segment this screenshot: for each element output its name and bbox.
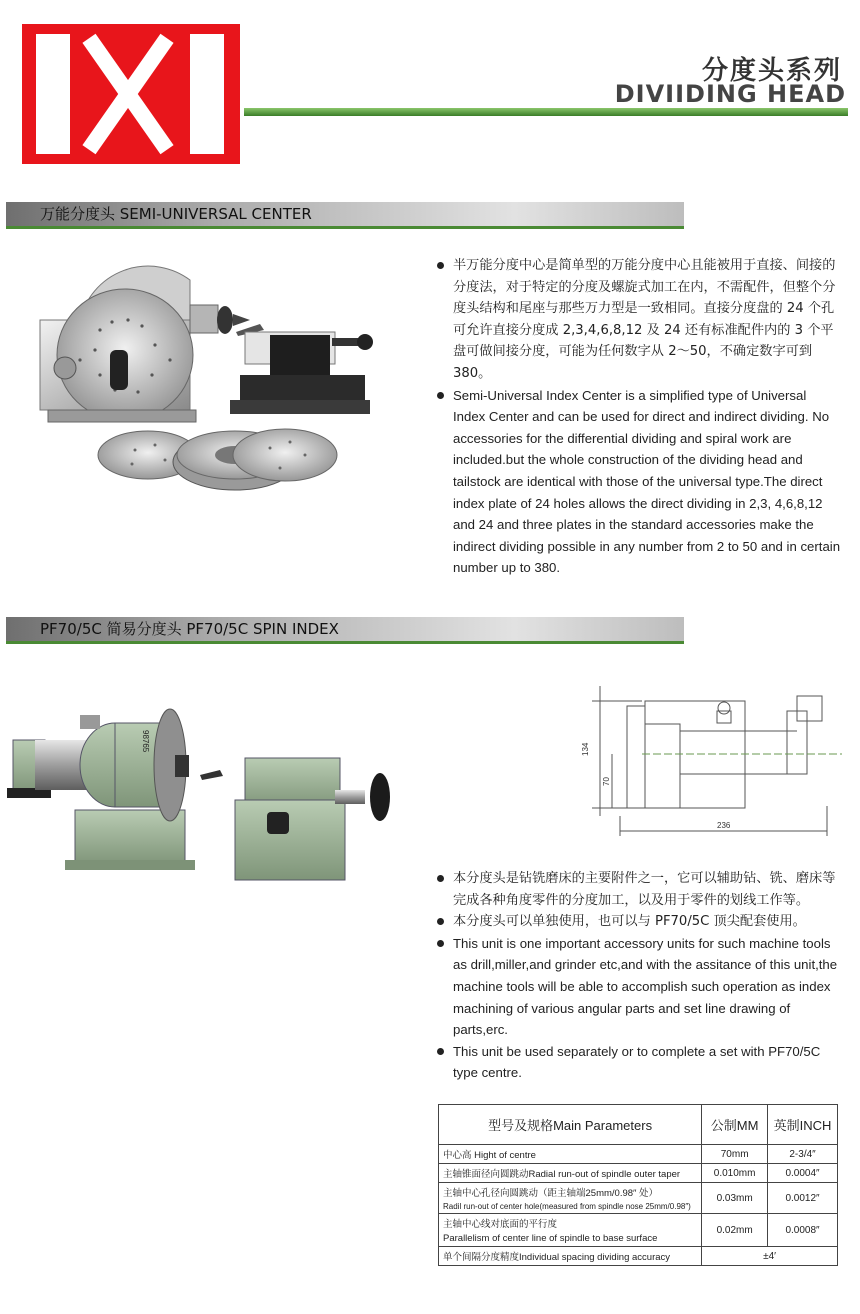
section1-description [437,255,841,579]
bullet-en: This unit be used separately or to complete a set with PF70/5C type centre. [437,1041,841,1084]
logo-letter-i [36,34,70,154]
page-title-cn: 分度头系列 [701,56,842,86]
table-row [439,1183,838,1214]
section2-description [437,868,841,1084]
section-title-spin-index: PF70/5C 简易分度头 PF70/5C SPIN INDEX [6,617,684,641]
dimension-length-label: 236 [717,821,731,830]
param-inch: 0.0008″ [768,1214,838,1247]
param-name: 主轴锥面径向圆跳动Radial run-out of spindle outer taper [439,1164,702,1183]
table-row [439,1214,838,1247]
dimension-center-label: 70 [602,777,611,786]
param-mm: 0.010mm [702,1164,768,1183]
param-mm: 70mm [702,1145,768,1164]
param-value: ±4′ [702,1247,838,1266]
bullet-en: Semi-Universal Index Center is a simplified type of Universal Index Center and can be used for direct and indirect dividing. No accessories for the differential dividing and spiral work are included.but the whole construction of the dividing head and tailstock are identical with those of the universal type.The direct index plate of 24 holes allows the direct dividing in 2,3, 4,6,8,12 and 24 and three plates in the standard accessories make the indirect dividing possible in any number from 2 to 50 and in certain number up to 380. [437,385,841,579]
logo-text [22,24,23,25]
param-name-en: Parallelism of center line of spindle to base surface [443,1233,658,1244]
logo-letter-i [190,34,224,154]
param-mm: 0.03mm [702,1183,768,1214]
bullet-cn: 本分度头可以单独使用，也可以与 PF70/5C 顶尖配套使用。 [437,911,841,933]
param-inch: 0.0012″ [768,1183,838,1214]
dimension-height-label: 134 [581,742,590,756]
param-inch: 2-3/4″ [768,1145,838,1164]
section-title-semi-universal: 万能分度头 SEMI-UNIVERSAL CENTER [6,202,684,226]
param-name: 中心高 Hight of centre [439,1145,702,1164]
param-name-cn: 主轴中心线对底面的平行度 [443,1219,558,1230]
brand-logo [22,24,240,164]
index-ring-numbers: 98765 [141,730,150,753]
table-header-row [439,1105,838,1145]
table-row [439,1164,838,1183]
param-inch: 0.0004″ [768,1164,838,1183]
table-row [439,1247,838,1266]
bullet-cn: 本分度头是钻铣磨床的主要附件之一，它可以辅助钻、铣、磨床等完成各种角度零件的分度加工，以及用于零件的划线工作等。 [437,868,841,911]
param-name-cn: 主轴中心孔径向圆跳动（距主轴端25mm/0.98″ 处） [443,1188,659,1199]
main-parameters-table [438,1104,838,1266]
header-divider [244,108,848,116]
spin-index-dimension-drawing [582,686,854,846]
header-inch: 英制INCH [768,1105,838,1145]
param-name: 单个间隔分度精度Individual spacing dividing accuracy [439,1247,702,1266]
param-mm: 0.02mm [702,1214,768,1247]
bullet-cn: 半万能分度中心是简单型的万能分度中心且能被用于直接、间接的分度法，对于特定的分度及螺旋式加工在内，不需配件，但整个分度头结构和尾座与那些万力型是一致相同。直接分度盘的 24 个孔可允许直接分度成 2,3,4,6,8,12 及 24 还有标准配件内的 3 个平盘可做间接分度，可能为任何数字从 2～50，不确定数字可到 380。 [437,255,841,385]
spin-index-photo [5,700,405,880]
semi-universal-center-photo [40,250,430,500]
table-row [439,1145,838,1164]
header-metric: 公制MM [702,1105,768,1145]
param-name [439,1183,702,1214]
header-parameters: 型号及规格Main Parameters [439,1105,702,1145]
param-name-en: Radil run-out of center hole(measured from spindle nose 25mm/0.98″) [443,1202,691,1211]
page-title-en: DIVIIDING HEAD [614,80,846,108]
param-name [439,1214,702,1247]
bullet-en: This unit is one important accessory units for such machine tools as drill,miller,and grinder etc,and with the assitance of this unit,the machine tools will be able to accomplish such operation as index machining of various angular parts and set line drawing of parts,erc. [437,933,841,1041]
logo-letter-x [82,34,172,154]
